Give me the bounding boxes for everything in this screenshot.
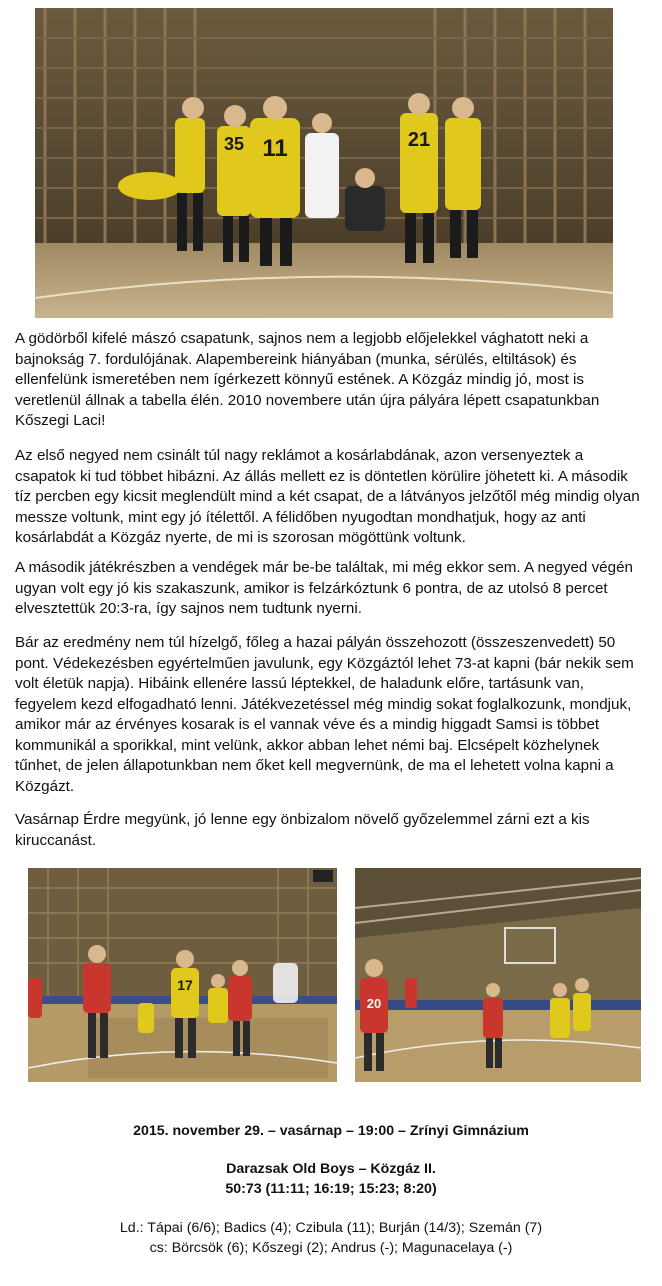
svg-text:35: 35: [223, 134, 245, 154]
article-paragraph: Vasárnap Érdre megyünk, jó lenne egy önbizalom növelő győzelemmel zárni ezt a kis kiruccanást.: [15, 811, 590, 849]
svg-text:21: 21: [407, 129, 431, 151]
svg-text:11: 11: [262, 135, 288, 162]
svg-text:17: 17: [177, 977, 193, 993]
svg-text:20: 20: [366, 996, 382, 1011]
team-huddle-photo: [35, 8, 613, 318]
article-paragraph: Az első negyed nem csinált túl nagy reklámot a kosárlabdának, azon versenyeztek a csapatok ki tud többet hibázni. Az állás mellett ez is döntetlen körülire jöhetett ki. A második tíz percben egy kicsit meglendült mind a két csapat, de a látványos jelzőtől még mindig olyan messze voltunk, mint egy jó ítélettől. A félidőben nyugodtan mondhatjuk, hogy az anti kosárlabdát a Közgáz nyerte, de mi is szorosan mögöttünk voltunk.: [15, 447, 640, 546]
match-score: 50:73 (11:11; 16:19; 15:23; 8:20): [225, 1181, 437, 1197]
substitutes-lineup: cs: Börcsök (6); Kőszegi (2); Andrus (-); Magunacelaya (-): [149, 1240, 513, 1256]
article-paragraph: A gödörből kifelé mászó csapatunk, sajnos nem a legjobb előjelekkel vághatott neki a bajnokság 7. fordulójának. Alapembereink hiányában (munka, sérülés, eltiltások) és ellenfelünk ismeretében nem ígérkezett könnyű estének. A Közgáz mindig jó, most is veretlenül állnak a tabella élén. 2010 novembere után újra pályára lépett csapatunkban Kőszegi Laci!: [15, 330, 600, 429]
starting-lineup: Ld.: Tápai (6/6); Badics (4); Czibula (11); Burján (14/3); Szemán (7): [119, 1220, 543, 1236]
article-paragraph: Bár az eredmény nem túl hízelgő, főleg a hazai pályán összehozott (összeszenvedett) 50 pont. Védekezésben egyértelműen javulunk, egy Közgáztól lehet 73-at kapni (bár nekik sem volt életük napja). Hibáink ellenére lassú léptekkel, de haladunk előre, tartásunk van, fegyelem kezd elfogadható lenni. Játékvezetéssel még mindig sokat foglalkozunk, mondjuk, amikor már az érvényes kosarak is el vannak véve és a mindig higgadt Samsi is többet kommunikál a sporikkal, mint velünk, akkor abban lehet némi baj. Elcsépelt közhelynek tűnhet, de jelen állapotunkban nem őket kell megvernünk, de ma el lehetett volna kapni a Közgázt.: [15, 634, 634, 795]
match-teams: Darazsak Old Boys – Közgáz II.: [226, 1161, 436, 1177]
game-action-photo-left: [28, 868, 337, 1082]
article-paragraph: A második játékrészben a vendégek már be-be találtak, mi még ekkor sem. A negyed végén ugyan volt egy jó kis szakaszunk, amikor is felzárkóztunk 6 pontra, de az utolsó 8 percet elvesztettük 20:3-ra, így sajnos nem tudtunk nyerni.: [15, 559, 633, 617]
match-date-venue: 2015. november 29. – vasárnap – 19:00 – Zrínyi Gimnázium: [133, 1123, 529, 1139]
game-action-photo-right: [355, 868, 641, 1082]
